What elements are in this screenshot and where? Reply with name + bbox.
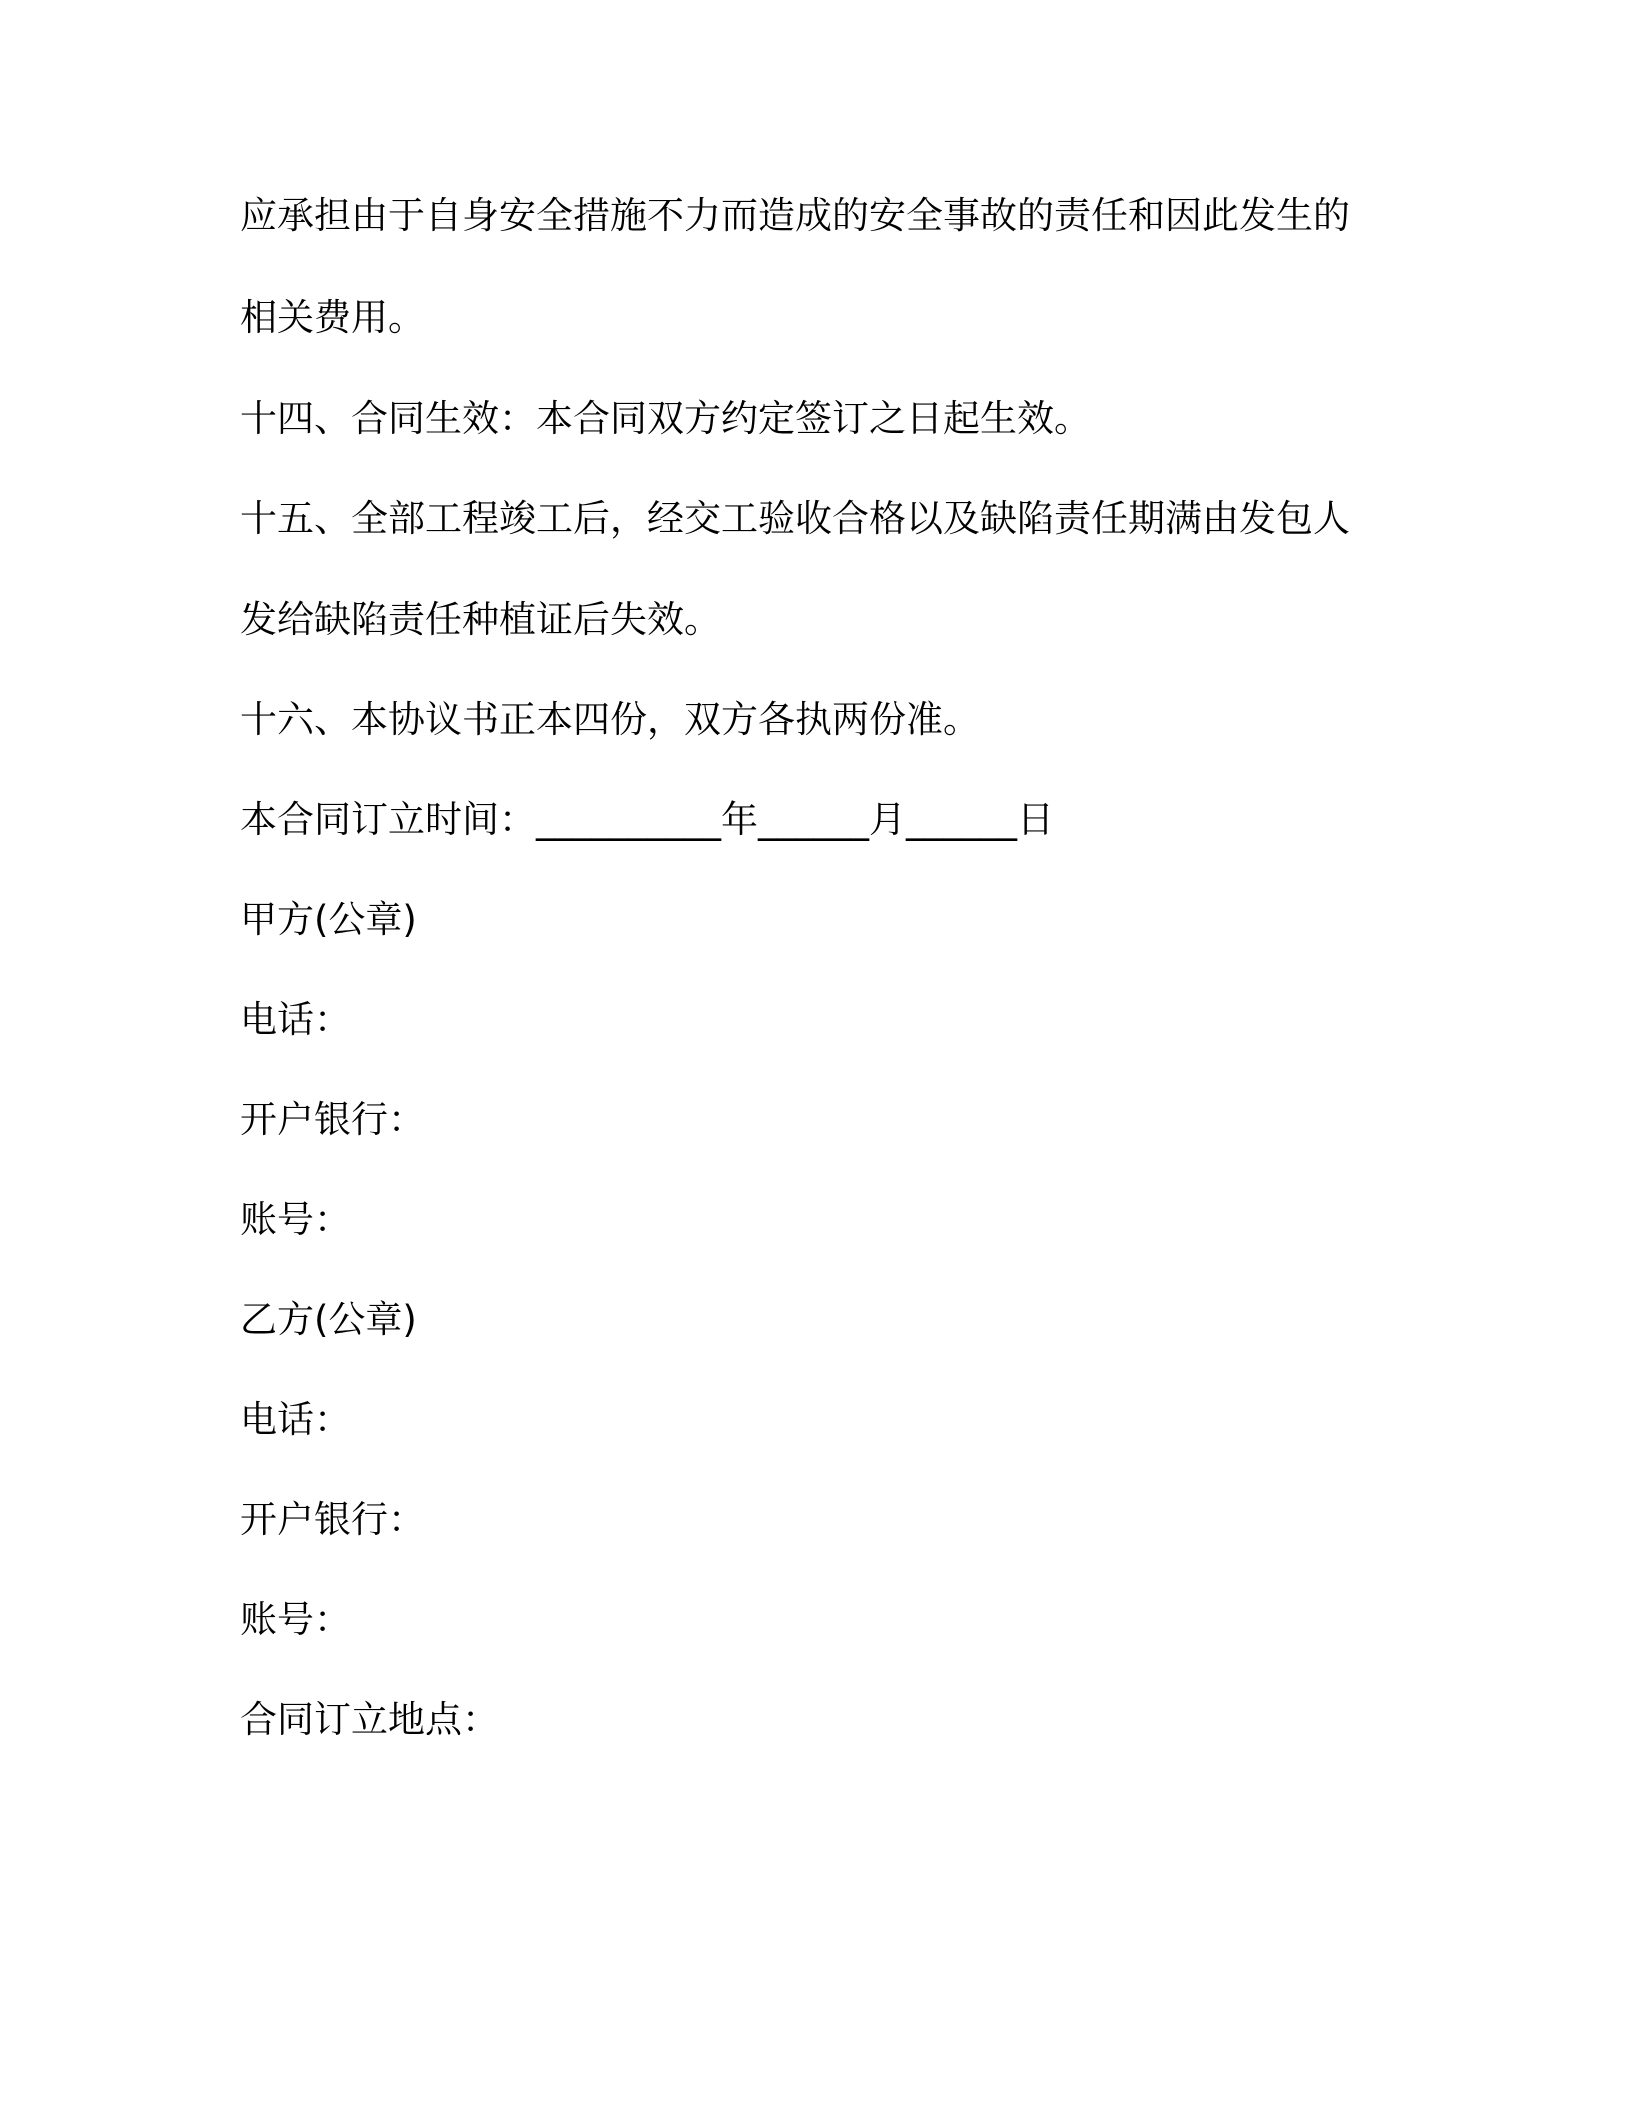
party-b-bank: 开户银行： — [240, 1498, 425, 1541]
clause-16: 十六、本协议书正本四份，双方各执两份准。 — [240, 698, 980, 741]
party-b-account: 账号： — [240, 1598, 351, 1641]
clause-15-line-2: 发给缺陷责任种植证后失效。 — [240, 598, 721, 641]
party-a-seal: 甲方(公章) — [240, 898, 417, 941]
party-b-phone: 电话： — [240, 1398, 351, 1441]
party-a-bank: 开户银行： — [240, 1098, 425, 1141]
contract-place: 合同订立地点： — [240, 1698, 499, 1741]
clause-13-continued-line-1: 应承担由于自身安全措施不力而造成的安全事故的责任和因此发生的 — [240, 194, 1350, 237]
party-a-account: 账号： — [240, 1198, 351, 1241]
contract-date-line: 本合同订立时间：__________年______月______日 — [240, 798, 1054, 841]
party-b-seal: 乙方(公章) — [240, 1298, 417, 1341]
party-a-phone: 电话： — [240, 998, 351, 1041]
clause-13-continued-line-2: 相关费用。 — [240, 296, 425, 339]
clause-15-line-1: 十五、全部工程竣工后，经交工验收合格以及缺陷责任期满由发包人 — [240, 497, 1350, 540]
clause-14: 十四、合同生效：本合同双方约定签订之日起生效。 — [240, 397, 1091, 440]
